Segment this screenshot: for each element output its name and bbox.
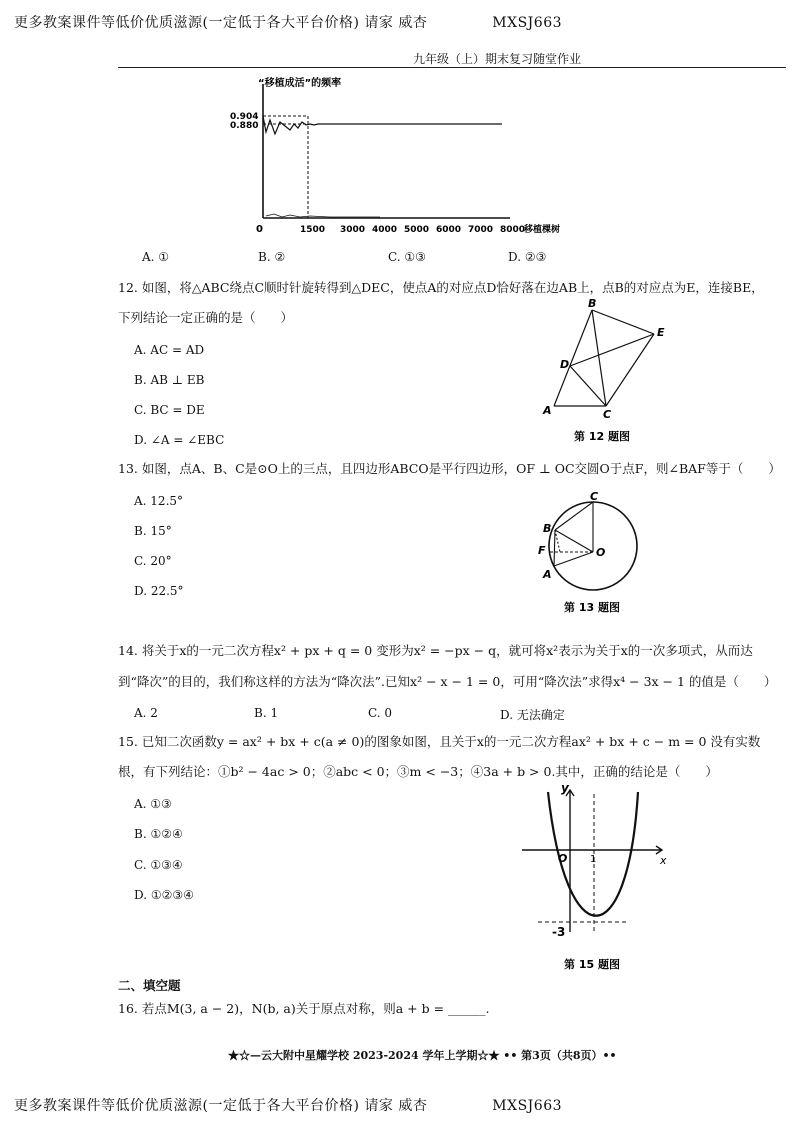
label-c: C: [590, 490, 599, 503]
section-fill-in-title: 二、填空题: [118, 978, 181, 993]
q14-option-d[interactable]: D. 无法确定: [500, 708, 565, 722]
label-e: E: [657, 326, 665, 339]
x-tick-1500: 1500: [300, 225, 326, 235]
segment-bc: [592, 310, 606, 406]
q12-stem-line2: 下列结论一定正确的是（ ）: [118, 310, 294, 325]
x-tick-5000: 5000: [404, 225, 430, 235]
q12-figure-caption: 第 12 题图: [574, 430, 630, 443]
watermark-text: 更多教案课件等低价优质滋源(一定低于各大平台价格) 请家 威杏: [14, 1098, 428, 1114]
q15-option-b[interactable]: B. ①②④: [134, 827, 183, 841]
header-rule: [118, 67, 786, 68]
label-origin: O: [558, 852, 568, 865]
x-tick-4000: 4000: [372, 225, 398, 235]
q14-option-a[interactable]: A. 2: [134, 706, 158, 720]
q15-figure-caption: 第 15 题图: [564, 958, 620, 971]
y-tick-880: 0.880: [230, 121, 259, 131]
chart-xlabel: 移植棵树: [524, 225, 561, 235]
label-c: C: [603, 408, 612, 421]
q14-option-b[interactable]: B. 1: [254, 706, 279, 720]
q12-option-c[interactable]: C. BC = DE: [134, 403, 205, 417]
q15-stem-line1: 15. 已知二次函数y = ax² + bx + c(a ≠ 0)的图象如图，且关于x的一元二次方程ax² + bx + c − m = 0 没有实数: [118, 734, 761, 749]
watermark-text: 更多教案课件等低价优质滋源(一定低于各大平台价格) 请家 威杏: [14, 15, 428, 31]
q15-option-c[interactable]: C. ①③④: [134, 858, 183, 872]
page-footer: ★☆—云大附中星耀学校 2023-2024 学年上学期☆★ •• 第3页（共8页）••: [228, 1049, 617, 1062]
segment-ec: [606, 334, 654, 406]
watermark-bottom: [14, 1095, 562, 1115]
segment-bo: [555, 530, 593, 552]
x-tick-0: 0: [256, 224, 263, 235]
q13-option-a[interactable]: A. 12.5°: [134, 494, 184, 508]
q13-option-b[interactable]: B. 15°: [134, 524, 172, 538]
label-o: O: [596, 546, 606, 559]
y-tick-904: 0.904: [230, 112, 259, 122]
x-tick-6000: 6000: [436, 225, 462, 235]
q15-stem-line2: 根，有下列结论：①b² − 4ac > 0；②abc < 0；③m < −3；④3a + b > 0.其中，正确的结论是（ ）: [118, 764, 718, 779]
label-b: B: [588, 297, 597, 310]
q11-option-d[interactable]: D. ②③: [508, 250, 547, 264]
watermark-code: MXSJ663: [492, 15, 563, 31]
segment-bf-hint: [555, 530, 560, 552]
label-y: y: [561, 782, 569, 795]
q14-option-c[interactable]: C. 0: [368, 706, 393, 720]
q12-figure: [536, 296, 686, 446]
label-d: D: [560, 358, 570, 371]
q11-option-a[interactable]: A. ①: [142, 250, 170, 264]
watermark-code: MXSJ663: [492, 1098, 563, 1114]
q13-option-d[interactable]: D. 22.5°: [134, 584, 184, 598]
label-a: A: [543, 404, 552, 417]
segment-ba: [554, 530, 555, 566]
label-f: F: [538, 544, 546, 557]
q13-figure: [530, 490, 650, 618]
q12-option-d[interactable]: D. ∠A = ∠EBC: [134, 433, 225, 447]
q13-figure-caption: 第 13 题图: [564, 601, 620, 614]
q15-option-a[interactable]: A. ①③: [134, 797, 172, 811]
q12-option-b[interactable]: B. AB ⊥ EB: [134, 373, 205, 387]
segment-ao: [554, 552, 593, 566]
q11-option-c[interactable]: C. ①③: [388, 250, 426, 264]
q14-stem-line1: 14. 将关于x的一元二次方程x² + px + q = 0 变形为x² = −px − q，就可将x²表示为关于x的一次多项式，从而达: [118, 643, 753, 658]
q11-option-b[interactable]: B. ②: [258, 250, 286, 264]
watermark-top: [14, 12, 562, 32]
q13-option-c[interactable]: C. 20°: [134, 554, 172, 568]
q11-frequency-chart: [230, 72, 570, 242]
segment-be: [592, 310, 654, 334]
q12-option-a[interactable]: A. AC = AD: [134, 343, 205, 357]
baseline-noise: [266, 214, 380, 217]
segment-de: [570, 334, 654, 366]
label-b: B: [543, 522, 552, 535]
label-minus-three: -3: [552, 925, 566, 939]
label-x: x: [660, 854, 667, 867]
frequency-curve: [263, 116, 502, 134]
x-tick-7000: 7000: [468, 225, 494, 235]
q16-stem: 16. 若点M(3, a − 2)，N(b, a)关于原点对称，则a + b = ______.: [118, 1001, 490, 1016]
chart-ylabel: “移植成活”的频率: [258, 78, 342, 89]
page-header: 九年级（上）期末复习随堂作业: [412, 52, 581, 66]
label-a: A: [543, 568, 552, 581]
q15-option-d[interactable]: D. ①②③④: [134, 888, 194, 902]
q15-figure: [518, 782, 678, 977]
label-one: 1: [590, 854, 597, 865]
q14-stem-line2: 到“降次”的目的，我们称这样的方法为“降次法”.已知x² − x − 1 = 0，可用“降次法”求得x⁴ − 3x − 1 的值是（ ）: [118, 674, 777, 689]
x-tick-8000: 8000: [500, 225, 526, 235]
x-tick-3000: 3000: [340, 225, 366, 235]
q13-stem: 13. 如图，点A、B、C是⊙O上的三点，且四边形ABCO是平行四边形，OF ⊥ OC交圆O于点F，则∠BAF等于（ ）: [118, 461, 781, 476]
q12-stem-line1: 12. 如图，将△ABC绕点C顺时针旋转得到△DEC，使点A的对应点D恰好落在边AB上，点B的对应点为E，连接BE，: [118, 280, 764, 295]
